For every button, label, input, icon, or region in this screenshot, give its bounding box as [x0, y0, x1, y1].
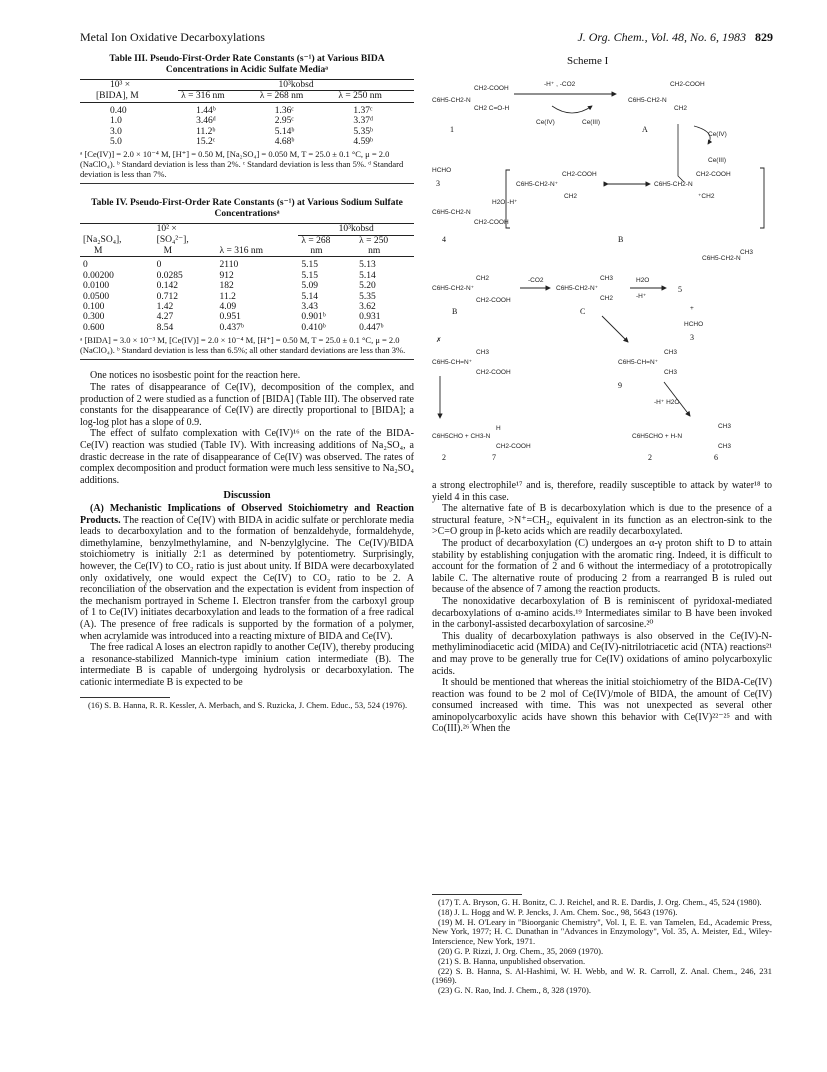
- table-row: [80, 116, 414, 126]
- compound-1-arm: CH2-COOH: [474, 85, 509, 92]
- table-cell: 5.20: [359, 281, 376, 292]
- scheme-title: Scheme I: [567, 55, 609, 67]
- t4-h-blank2: [217, 224, 299, 235]
- label-4: 4: [442, 235, 446, 244]
- curved-arrow: [552, 106, 592, 113]
- compound-D-ch3b: CH3: [664, 369, 678, 376]
- table-cell: 0.0500: [83, 291, 110, 302]
- proton-shift-arrow: [602, 316, 628, 342]
- table-row: [80, 292, 414, 302]
- table-row: [80, 312, 414, 322]
- paragraph: It should be mentioned that whereas the initial stoichiometry of the BIDA-Ce(IV) reaction was found to be 2 mol of Ce(IV)/mole of BIDA, the amount of Ce(IV) consumed increased with time. This was not unexpected as several other aminopolycarboxylic acids have shown this behavior with Ce(IV)²²⁻²⁵ and with Co(III).²⁶ When the: [432, 677, 772, 735]
- t4-h-l268-2: nm: [298, 246, 356, 257]
- scheme-figure: [432, 46, 772, 478]
- t4-h-blank: [80, 224, 154, 235]
- table-cell: 1.44ᵇ: [196, 105, 216, 116]
- compound-7-formula: C6H5-CH=N⁺: [432, 359, 473, 366]
- left-body-text: [80, 370, 414, 688]
- table4-footnote: ᵃ [BIDA] = 3.0 × 10⁻³ M, [Ce(IV)] = 2.0 × 10⁻⁴ M, [H⁺] = 0.50 M, T = 25.0 ± 0.1 °C, μ = 2.0 (NaClO₄). ᵇ Standard deviation is less than 6.5%; all other standard deviations are less than 3%.: [80, 335, 406, 355]
- journal-name: J. Org. Chem., Vol. 48, No. 6, 1983: [577, 30, 746, 44]
- plus-sign: +: [690, 305, 694, 312]
- table-cell: 5.0: [110, 137, 122, 148]
- table-cell: 0.300: [83, 312, 105, 323]
- table-cell: 5.13: [359, 260, 376, 271]
- table-cell: 0.437ᵇ: [219, 322, 244, 333]
- reference-item: (22) S. B. Hanna, S. Al-Hashimi, W. H. Webb, and W. R. Carroll, Z. Anal. Chem., 246, 231 (1969).: [432, 965, 772, 986]
- table-cell: 0.901ᵇ: [301, 312, 326, 323]
- page-number: 829: [755, 30, 773, 44]
- table-cell: 0.951: [219, 312, 241, 323]
- compound-B1-formula: C6H5-CH2-N⁺: [516, 181, 559, 188]
- footnote: (16) S. B. Hanna, R. R. Kessler, A. Merbach, and S. Ruzicka, J. Chem. Educ., 53, 524 (1976).: [88, 699, 408, 710]
- t4-h-l250-2: nm: [356, 246, 414, 257]
- paragraph: The nonoxidative decarboxylation of B is reminiscent of pyridoxal-mediated decarboxylations of α-amino acids.¹⁹ Intermediates similar to B have been invoked in the carbonyl-assisted decarboxylation of sarcosine.²⁰: [432, 595, 772, 631]
- paragraph: The free radical A loses an electron rapidly to another Ce(IV), thereby producing a resonance-stabilized Mannich-type iminium cation intermediate (B). The intermediate B is capable of undergoing hydrolysis or decarboxylation. The cationic intermediate B is expected to be: [80, 642, 414, 688]
- table-cell: 5.14ᵇ: [274, 126, 295, 137]
- table-row: [80, 281, 414, 291]
- table-cell: 2110: [219, 260, 239, 271]
- compound-B1-arm2: CH2: [564, 193, 578, 200]
- t4-h-so4-1: [SO₄²⁻],: [156, 235, 189, 246]
- paragraph-text: The reaction of Ce(IV) with BIDA in acidic sulfate or perchlorate media leads to decarboxylation and to the formation of benzaldehyde, formaldehyde, dimethylamine, benzylmethylamine, and N-benzylglycine. The Ce(IV)/BIDA stoichiometry is initially 2:1 as determined by potentiometry. Surprisingly, however, the Ce(IV) to CO₂ ratio is just about unity. If BIDA were decarboxylated only oxidatively, one would expect the Ce(IV) to CO₂ ratio to be 2. A reconciliation of the observation and the expectation is evident from inspection of the mechanism portrayed in Scheme I. Electron transfer from the carboxyl group of 1 to Ce(IV) initiates decarboxylation and leads to the formation of a free radical (A). The presence of free radicals is supported by the formation of a polymer, when acrylamide was introduced into a reacting mixture of BIDA and Ce(IV).: [80, 514, 414, 642]
- label-7: 7: [492, 453, 496, 462]
- t4-h-kobsd: 10³kobsd: [298, 224, 414, 235]
- table3: [80, 79, 414, 147]
- label-3b: 3: [690, 333, 694, 342]
- table-cell: 1.37ᶜ: [353, 105, 373, 116]
- table-cell: 15.2ᶜ: [196, 137, 216, 148]
- label-2a: 2: [442, 453, 446, 462]
- ce-arrow-down: [678, 124, 684, 182]
- t4-h-na1: [Na₂SO₄],: [83, 235, 122, 246]
- ce4-label-2: Ce(IV): [708, 131, 727, 138]
- table-cell: 0.447ᵇ: [359, 322, 384, 333]
- table-cell: 0.142: [156, 281, 179, 292]
- t4-h-blank3: [217, 235, 299, 246]
- compound-4-arm: CH2-COOH: [474, 219, 509, 226]
- table-row: [80, 137, 414, 147]
- table-cell: 0: [156, 260, 162, 271]
- compound-B3-arm2: CH2-COOH: [476, 297, 511, 304]
- t4-h-l316: λ = 316 nm: [217, 246, 299, 257]
- reference-item: (20) G. P. Rizzi, J. Org. Chem., 35, 2069 (1970).: [438, 945, 604, 956]
- table-cell: 3.46ᵈ: [196, 116, 216, 127]
- table-cell: 5.15: [301, 270, 318, 281]
- compound-B2-formula: C6H5-CH2-N: [654, 181, 693, 188]
- co2-label: -CO2: [528, 277, 544, 284]
- compound-D-ch3: CH3: [664, 349, 678, 356]
- label-B2: B: [452, 307, 458, 316]
- right-body-text: [432, 480, 772, 735]
- arrow-label: -H⁺ , -CO2: [544, 81, 576, 88]
- table4-notes: [80, 336, 414, 360]
- table-cell: 4.09: [219, 302, 237, 313]
- t4-h-na2: M: [80, 246, 154, 257]
- table-cell: 0.40: [110, 105, 127, 116]
- benzaldehyde-formula: C6H5CHO + CH3-N: [432, 433, 491, 440]
- paragraph: The product of decarboxylation (C) undergoes an α-γ proton shift to D to attain stability by establishing conjugation with the aromatic ring. Indeed, it is difficult to account for the formation of 2 and 6 without the intermediacy of a prototropically labile C. The alternative route of producing 2 from a rearranged B is ruled out because of the absence of 7 among the reaction products.: [432, 537, 772, 596]
- table-cell: 4.68ᵇ: [274, 137, 295, 148]
- table-cell: 5.35: [359, 291, 376, 302]
- table-cell: 5.14: [301, 291, 318, 302]
- t4-h-so4-2: M: [154, 246, 217, 257]
- h2o-label-2: -H⁺ H2O: [654, 399, 680, 406]
- table4: [80, 223, 414, 333]
- water-label: H2O -H⁺: [492, 199, 518, 206]
- compound-5-formula: C6H5-CH2-N: [702, 255, 741, 262]
- compound-A-arm: CH2-COOH: [670, 81, 705, 88]
- table-cell: 0.0100: [83, 281, 110, 292]
- table-cell: 182: [219, 281, 234, 292]
- label-2b: 2: [648, 453, 652, 462]
- compound-B3-formula: C6H5-CH2-N⁺: [432, 285, 475, 292]
- label-C: C: [580, 307, 586, 316]
- label-6: 6: [714, 453, 718, 462]
- t4-h-l268-1: λ = 268: [301, 235, 331, 246]
- table-cell: 5.09: [301, 281, 318, 292]
- compound-A-arm2: CH2: [674, 105, 688, 112]
- compound-1-formula: C6H5-CH2-N: [432, 97, 471, 104]
- blocked-arrow-icon: ✗: [436, 337, 442, 344]
- compound-7-ch3: CH3: [476, 349, 490, 356]
- reference-item: (17) T. A. Bryson, G. H. Bonitz, C. J. Reichel, and R. E. Dardis, J. Org. Chem., 45, 524 (1980).: [438, 897, 762, 907]
- table-cell: 5.15: [301, 260, 318, 271]
- table3-notes: [80, 150, 414, 184]
- product-ch3b: CH3: [718, 443, 732, 450]
- reference-item: (21) S. B. Hanna, unpublished observation.: [438, 955, 586, 966]
- table3-caption: Table III. Pseudo-First-Order Rate Constants (s⁻¹) at Various BIDA Concentrations in Acidic Sulfate Mediaᵃ: [109, 54, 385, 75]
- table-cell: 0: [83, 260, 88, 271]
- table-row: [80, 127, 414, 137]
- subsection-heading: (A) Mechanistic Implications of Observed Stoichiometry and Reaction Products.: [80, 503, 414, 526]
- footnote-rule: [80, 697, 170, 698]
- table-cell: 5.14: [359, 270, 376, 281]
- label-A: A: [642, 125, 648, 134]
- product-arm: CH2-COOH: [496, 443, 531, 450]
- table-cell: 0.00200: [83, 270, 114, 281]
- compound-A-formula: C6H5-CH2-N: [628, 97, 667, 104]
- t4-h-l250-1: λ = 250: [359, 235, 389, 246]
- compound-5-ch3: CH3: [740, 249, 754, 256]
- reference-item: (23) G. N. Rao, Ind. J. Chem., 8, 328 (1970).: [438, 985, 591, 996]
- t3-h-l250: λ = 250 nm: [335, 91, 414, 102]
- hcho-label-2: HCHO: [684, 321, 704, 328]
- table-cell: 3.37ᵈ: [353, 116, 373, 127]
- table3-footnote: ᵃ [Ce(IV)] = 2.0 × 10⁻⁴ M, [H⁺] = 0.50 M, [Na₂SO₄] = 0.050 M, T = 25.0 ± 0.1 °C, μ = 2.0 (NaClO₄). ᵇ Standard deviation is less than 2%. ᶜ Standard deviation is less than 5%. ᵈ Standard deviation is less than 7%.: [80, 149, 404, 179]
- label-B: B: [618, 235, 624, 244]
- paragraph: This duality of decarboxylation pathways is also observed in the Ce(IV)-N-methyliminodiacetic acid (MIDA) and Ce(IV)-nitrilotriacetic acid (NTA) reactions²¹ and may prove to be generally true for Ce(IV) oxidations of amino polycarboxylic acids.: [432, 630, 772, 677]
- compound-C-formula: C6H5-CH2-N⁺: [556, 285, 599, 292]
- table-cell: 0.931: [359, 312, 381, 323]
- t3-h-conc1: 10³ ×: [80, 80, 178, 91]
- compound-B2-arm2: ⁺CH2: [698, 193, 715, 200]
- compound-4-formula: C6H5-CH2-N: [432, 209, 471, 216]
- table-cell: 1.0: [110, 116, 122, 127]
- t3-h-kobsd: 10³kobsd: [178, 80, 414, 91]
- t3-h-l316: λ = 316 nm: [178, 91, 257, 102]
- references: [432, 894, 772, 996]
- compound-1-arm2: CH2 C=O-H: [474, 105, 510, 112]
- t4-h-so4-0: 10² ×: [154, 224, 217, 235]
- table-row: [80, 271, 414, 281]
- running-head: Metal Ion Oxidative Decarboxylations: [80, 30, 265, 44]
- table-cell: 3.62: [359, 302, 376, 313]
- table-cell: 0.100: [83, 302, 105, 313]
- table-cell: 0.0285: [156, 270, 183, 281]
- bracket-right: [760, 168, 764, 228]
- table-cell: 0.712: [156, 291, 179, 302]
- table-row: [80, 102, 414, 116]
- label-5: 5: [678, 285, 682, 294]
- scheme-diagram: [432, 46, 772, 478]
- table-cell: 0.600: [83, 322, 105, 333]
- label-1: 1: [450, 125, 454, 134]
- table-cell: 0.410ᵇ: [301, 322, 326, 333]
- ce3-label: Ce(III): [582, 119, 601, 126]
- paragraph: One notices no isosbestic point for the reaction here.: [90, 370, 301, 382]
- product-ch3: CH3: [718, 423, 732, 430]
- product-h: H: [496, 425, 501, 432]
- left-column: [80, 50, 414, 710]
- table-cell: 8.54: [156, 322, 174, 333]
- h2o-label: H2O: [636, 277, 650, 284]
- label-9: 9: [618, 381, 622, 390]
- table-cell: 1.42: [156, 302, 174, 313]
- reference-item: (18) J. L. Hogg and W. P. Jencks, J. Am. Chem. Soc., 98, 5643 (1976).: [438, 906, 678, 917]
- t3-h-conc2: [BIDA], M: [80, 91, 178, 102]
- paragraph: The rates of disappearance of Ce(IV), decomposition of the complex, and production of 2 were studied as a function of [BIDA] (Table III). The observed rate constants for the disappearance of Ce(IV) are directly proportional to [BIDA]; a log-log plot has a slope of 0.9.: [80, 382, 414, 428]
- table-cell: 3.43: [301, 302, 318, 313]
- journal-citation: [577, 30, 773, 45]
- compound-C-ch3: CH3: [600, 275, 614, 282]
- table4-caption: Table IV. Pseudo-First-Order Rate Constants (s⁻¹) at Various Sodium Sulfate Concentrationsᵃ: [91, 198, 403, 220]
- compound-B2-arm: CH2-COOH: [696, 171, 731, 178]
- table-row: [80, 302, 414, 312]
- paragraph: The alternative fate of B is decarboxylation which is due to the presence of a structural feature, >N⁺=CH₂, equivalent in its function as an electron-sink to the >C=O group in β-keto acids which are readily decarboxylated.: [432, 503, 772, 538]
- t3-h-l268: λ = 268 nm: [257, 91, 336, 102]
- table-cell: 912: [219, 270, 234, 281]
- table-cell: 2.95ᶜ: [274, 116, 294, 127]
- table-cell: 3.0: [110, 126, 122, 137]
- compound-D-formula: C6H5-CH=N⁺: [618, 359, 659, 366]
- table-cell: 5.35ᵇ: [353, 126, 373, 137]
- paragraph: The effect of sulfato complexation with Ce(IV)¹⁶ on the rate of the BIDA-Ce(IV) reaction was studied (Table IV). With increasing additions of Na₂SO₄, a drastic decrease in the rate of disappearance of Ce(IV) was observed. The rates of complex decomposition and product formation were much less sensitive to Na₂SO₄ additions.: [80, 428, 414, 486]
- reference-item: (19) M. H. O'Leary in "Bioorganic Chemistry", Vol. I, E. E. van Tamelen, Ed., Academic Press, New York, 1977; H. C. Dunathan in "Advances in Enzymology", Vol. 35, A. Meister, Ed., Wiley-Interscience, New York, 1971.: [432, 916, 772, 947]
- footnote-rule: [432, 894, 522, 895]
- paragraph: [80, 503, 414, 642]
- table-row: [80, 323, 414, 333]
- table-cell: 4.59ᵇ: [353, 137, 373, 148]
- minus-h-label: -H⁺: [636, 293, 647, 300]
- section-heading: Discussion: [223, 490, 271, 502]
- table-cell: 4.27: [156, 312, 174, 323]
- hcho-label: HCHO: [432, 167, 452, 174]
- table-row: [80, 257, 414, 271]
- compound-B1-arm: CH2-COOH: [562, 171, 597, 178]
- benzaldehyde-formula-2: C6H5CHO + H-N: [632, 433, 683, 440]
- compound-C-ch2: CH2: [600, 295, 614, 302]
- ce4-label: Ce(IV): [536, 119, 555, 126]
- table-cell: 11.2ᵇ: [196, 126, 216, 137]
- paragraph: a strong electrophile¹⁷ and is, therefore, readily susceptible to attack by water¹⁸ to yield 4 in this case.: [432, 480, 772, 503]
- right-column: [432, 480, 772, 735]
- table-cell: 11.2: [219, 291, 236, 302]
- compound-7-arm: CH2-COOH: [476, 369, 511, 376]
- label-3: 3: [436, 179, 440, 188]
- ce3-label-2: Ce(III): [708, 157, 727, 164]
- compound-B3-arm: CH2: [476, 275, 490, 282]
- table-cell: 1.36ᶜ: [274, 105, 294, 116]
